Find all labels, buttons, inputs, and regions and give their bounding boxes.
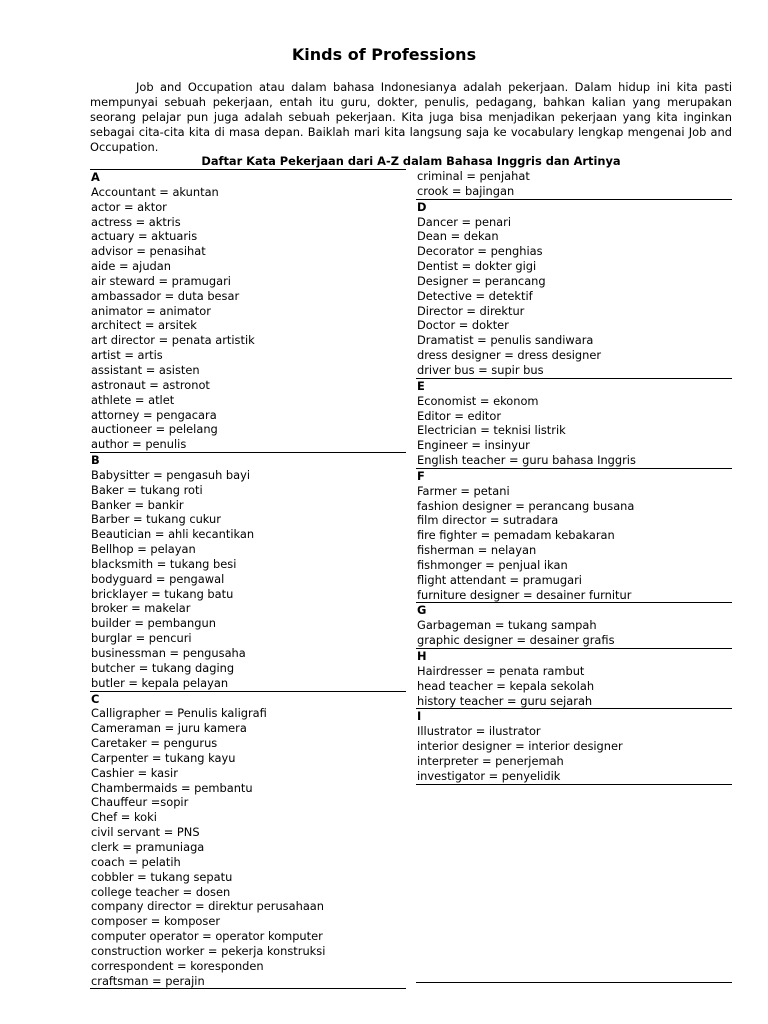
vocab-entry: Calligrapher = Penulis kaligrafi — [91, 706, 267, 721]
vocab-entry: computer operator = operator komputer — [91, 929, 323, 944]
letter-header: A — [91, 170, 100, 184]
vocab-entry: clerk = pramuniaga — [91, 839, 205, 854]
vocab-entry: architect = arsitek — [91, 318, 197, 333]
vocab-entry: Designer = perancang — [417, 273, 546, 288]
letter-group — [416, 379, 732, 469]
vocab-entry: builder = pembangun — [91, 616, 216, 631]
vocab-entry: actress = aktris — [91, 214, 181, 229]
vocab-entry: Babysitter = pengasuh bayi — [91, 467, 251, 482]
letter-group — [416, 649, 732, 709]
vocab-entry: history teacher = guru sejarah — [417, 693, 593, 708]
vocab-entry: Chambermaids = pembantu — [91, 780, 253, 795]
letter-group — [90, 692, 406, 990]
vocab-entry: company director = direktur perusahaan — [91, 899, 324, 914]
vocab-entry: English teacher = guru bahasa Inggris — [417, 453, 636, 468]
vocab-entry: bricklayer = tukang batu — [91, 586, 234, 601]
vocab-entry: animator = animator — [91, 303, 211, 318]
letter-header: C — [91, 691, 100, 706]
vocab-entry: criminal = penjahat — [417, 169, 530, 183]
vocab-entry: astronaut = astronot — [91, 377, 210, 392]
vocab-entry: businessman = pengusaha — [91, 646, 246, 660]
vocab-entry: driver bus = supir bus — [417, 362, 544, 377]
letter-header: G — [417, 603, 427, 618]
vocab-entry: Caretaker = pengurus — [91, 736, 218, 751]
vocab-entry: Hairdresser = penata rambut — [417, 663, 585, 678]
vocab-entry: Chauffeur =sopir — [91, 795, 189, 810]
letter-header: I — [417, 709, 422, 724]
vocab-entry: air steward = pramugari — [91, 273, 231, 288]
vocab-entry: butler = kepala pelayan — [91, 675, 229, 690]
letter-group — [416, 709, 732, 784]
vocab-entry: Director = direktur — [417, 303, 525, 318]
vocab-entry: Cameraman = juru kamera — [91, 721, 247, 736]
vocab-entry: Accountant = akuntan — [91, 184, 219, 199]
vocab-entry: Detective = detektif — [417, 288, 533, 303]
letter-header: F — [417, 468, 425, 483]
letter-group — [416, 469, 732, 604]
vocab-entry: broker = makelar — [91, 601, 191, 616]
vocab-entry: graphic designer = desainer grafis — [417, 633, 615, 648]
letter-header: D — [417, 199, 427, 214]
vocab-entry: ambassador = duta besar — [91, 288, 240, 303]
letter-header: B — [91, 453, 100, 468]
letter-header: H — [417, 649, 427, 663]
vocab-entry: Chef = koki — [91, 810, 157, 825]
vocab-entry: Baker = tukang roti — [91, 482, 203, 497]
vocab-entry: craftsman = perajin — [91, 973, 205, 988]
letter-group — [416, 169, 732, 200]
left-column — [90, 169, 406, 989]
vocab-entry: Carpenter = tukang kayu — [91, 750, 236, 765]
vocab-entry: crook = bajingan — [417, 183, 515, 198]
vocab-entry: fashion designer = perancang busana — [417, 498, 635, 513]
vocab-entry: Banker = bankir — [91, 497, 184, 512]
vocab-entry: athlete = atlet — [91, 392, 175, 407]
vocab-entry: Barber = tukang cukur — [91, 512, 221, 527]
vocab-entry: cobbler = tukang sepatu — [91, 869, 233, 884]
vocab-entry: actuary = aktuaris — [91, 229, 198, 244]
letter-group — [90, 453, 406, 692]
vocab-entry: advisor = penasihat — [91, 244, 206, 259]
page-title: Kinds of Professions — [291, 45, 477, 64]
vocab-entry: fisherman = nelayan — [417, 543, 537, 558]
vocab-entry: Dean = dekan — [417, 229, 499, 244]
vocab-entry: fishmonger = penjual ikan — [417, 557, 568, 572]
vocab-entry: burglar = pencuri — [91, 631, 192, 646]
vocab-entry: Farmer = petani — [417, 483, 510, 498]
vocab-entry: butcher = tukang daging — [91, 660, 235, 675]
vocab-entry: Garbageman = tukang sampah — [417, 618, 597, 633]
vocab-entry: Dentist = dokter gigi — [417, 259, 537, 274]
vocab-entry: film director = sutradara — [417, 513, 559, 528]
vocab-entry: Dancer = penari — [417, 214, 511, 229]
vocab-entry: author = penulis — [91, 437, 187, 452]
vocab-entry: blacksmith = tukang besi — [91, 556, 237, 571]
vocab-entry: flight attendant = pramugari — [417, 572, 582, 587]
vocab-entry: bodyguard = pengawal — [91, 571, 225, 586]
vocab-entry: coach = pelatih — [91, 854, 181, 869]
vocab-entry: investigator = penyelidik — [417, 768, 561, 783]
vocab-entry: interior designer = interior designer — [417, 739, 623, 754]
vocab-entry: attorney = pengacara — [91, 407, 217, 422]
vocab-entry: Electrician = teknisi listrik — [417, 423, 566, 438]
vocab-entry: construction worker = pekerja konstruksi — [91, 943, 326, 958]
vocab-entry: composer = komposer — [91, 914, 221, 929]
vocab-entry: Doctor = dokter — [417, 318, 509, 333]
vocab-entry: interpreter = penerjemah — [417, 753, 564, 768]
vocab-entry: head teacher = kepala sekolah — [417, 678, 595, 693]
vocab-entry: fire fighter = pemadam kebakaran — [417, 528, 615, 543]
right-column — [416, 169, 732, 785]
letter-group — [416, 603, 732, 649]
vocab-entry: auctioneer = pelelang — [91, 422, 218, 437]
vocab-entry: assistant = asisten — [91, 362, 200, 377]
vocab-entry: correspondent = koresponden — [91, 958, 264, 973]
vocab-entry: Economist = ekonom — [417, 393, 539, 408]
vocab-entry: Beautician = ahli kecantikan — [91, 527, 255, 542]
vocab-entry: Cashier = kasir — [91, 765, 178, 780]
vocab-entry: aide = ajudan — [91, 259, 171, 274]
vocab-entry: Bellhop = pelayan — [91, 542, 196, 557]
vocab-entry: furniture designer = desainer furnitur — [417, 587, 632, 602]
vocab-entry: dress designer = dress designer — [417, 348, 602, 363]
letter-group — [416, 200, 732, 379]
vocab-entry: actor = aktor — [91, 199, 167, 214]
vocab-entry: Decorator = penghias — [417, 244, 543, 259]
vocab-entry: Engineer = insinyur — [417, 438, 530, 453]
vocab-entry: Illustrator = ilustrator — [417, 724, 541, 739]
vocab-entry: artist = artis — [91, 348, 163, 363]
vocab-entry: college teacher = dosen — [91, 884, 231, 899]
letter-header: E — [417, 378, 425, 393]
vocab-entry: art director = penata artistik — [91, 333, 255, 348]
vocab-entry: civil servant = PNS — [91, 825, 200, 840]
vocab-entry: Editor = editor — [417, 408, 502, 423]
bottom-rule — [416, 982, 732, 983]
table-title: Daftar Kata Pekerjaan dari A-Z dalam Bahasa Inggris dan Artinya — [201, 154, 621, 168]
intro-paragraph: Job and Occupation atau dalam bahasa Indonesianya adalah pekerjaan. Dalam hidup ini kita pasti mempunyai sebuah pekerjaan, entah itu guru, dokter, penulis, pedagang, bahkan kalian yang merupakan seorang pelajar pun juga adalah sebuah pekerjaan. Kita juga bisa menjadikan pekerjaan yang kita inginkan sebagai cita-cita kita di masa depan. Baiklah mari kita langsung saja ke vocabulary lengkap mengenai Job and Occupation. — [90, 80, 732, 154]
letter-group — [90, 170, 406, 453]
vocab-entry: Dramatist = penulis sandiwara — [417, 333, 594, 348]
